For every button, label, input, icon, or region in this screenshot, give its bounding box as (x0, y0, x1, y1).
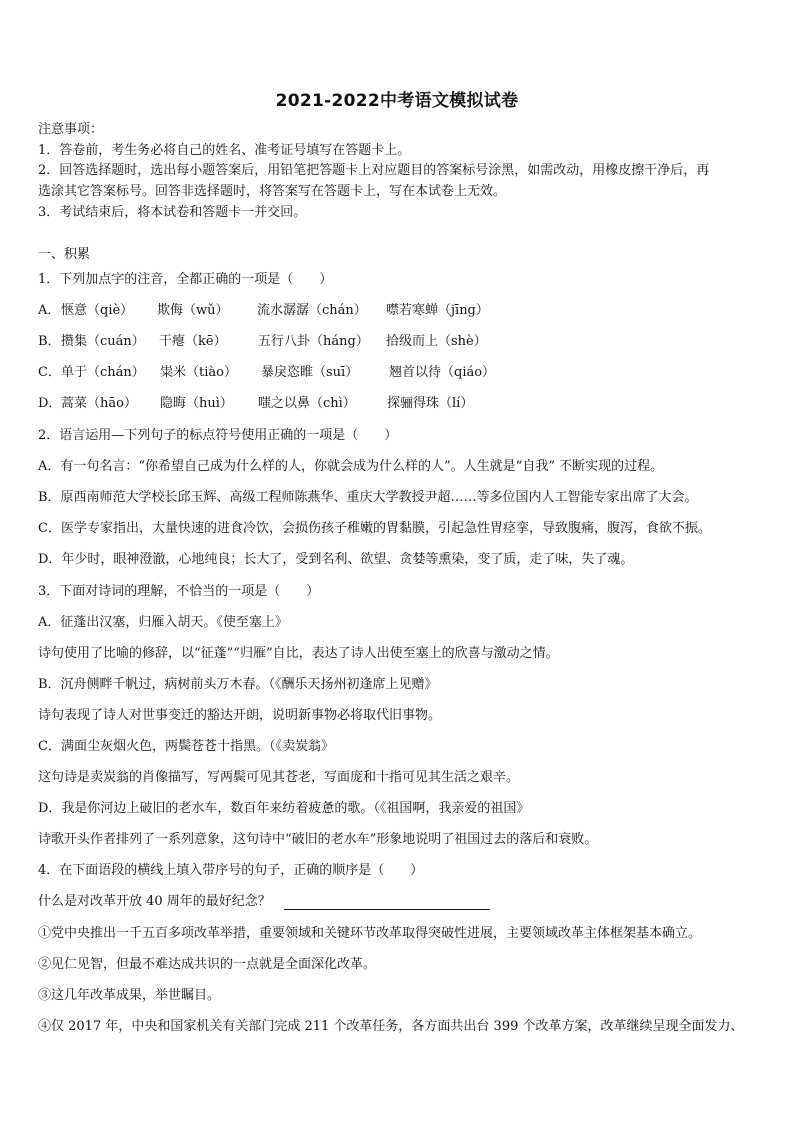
q2-option-d: D．年少时，眼神澄澈，心地纯良；长大了，受到名利、欲望、贪婪等熏染，变了质，走了味，失了魂。 (38, 552, 634, 567)
q4-item-4: ④仅 2017 年，中央和国家机关有关部门完成 211 个改革任务，各方面共出台 399 个改革方案，改革继续呈现全面发力、 (38, 1019, 744, 1034)
q2-option-b: B．原西南师范大学校长邱玉辉、高级工程师陈燕华、重庆大学教授尹超……等多位国内人工智能专家出席了大会。 (38, 490, 698, 505)
q3-stem: 3．下面对诗词的理解，不恰当的一项是（ ） (38, 584, 320, 599)
option-word: 粜米（tiào） (160, 365, 237, 380)
q3-option-b-explanation: 诗句表现了诗人对世事变迁的豁达开朗，说明新事物必将取代旧事物。 (38, 708, 442, 723)
q4-question: 什么是对改革开放 40 周年的最好纪念？ (38, 894, 271, 909)
q4-item-2: ②见仁见智，但最不难达成共识的一点就是全面深化改革。 (38, 957, 377, 972)
option-word: 五行八卦（háng） (258, 334, 369, 349)
exam-title: 2021-2022中考语文模拟试卷 (275, 91, 519, 111)
q3-option-c-explanation: 这句诗是卖炭翁的肖像描写，写两鬓可见其苍老，写面庞和十指可见其生活之艰辛。 (38, 770, 520, 785)
option-word: 欺侮（wǔ） (157, 303, 229, 318)
option-word: 惬意（qiè） (61, 303, 134, 318)
option-label: C． (38, 365, 61, 380)
answer-blank-line (284, 909, 490, 910)
option-word: 流水潺潺（chán） (257, 303, 367, 318)
q3-option-b: B．沉舟侧畔千帆过，病树前头万木春。（《酬乐天扬州初逢席上见赠》 (38, 677, 438, 692)
option-word: 翘首以待（qiáo） (389, 365, 496, 380)
q4-item-3: ③这几年改革成果，举世瞩目。 (38, 988, 221, 1003)
option-word: 蒿菜（hāo） (61, 396, 137, 411)
q4-item-1: ①党中央推出一千五百多项改革举措，重要领域和关键环节改革取得突破性进展，主要领域改革主体框架基本确立。 (38, 926, 702, 941)
notice-item-2: 2．回答选择题时，选出每小题答案后，用铅笔把答题卡上对应题目的答案标号涂黑，如需改动，用橡皮擦干净后，再 (38, 163, 710, 178)
q3-option-a-explanation: 诗句使用了比喻的修辞，以“征蓬”“归雁”自比，表达了诗人出使至塞上的欣喜与激动之情。 (38, 646, 559, 661)
option-word: 暴戾恣睢（suī） (261, 365, 359, 380)
option-word: 噤若寒蝉（jīng） (386, 303, 489, 318)
option-word: 攒集（cuán） (61, 334, 145, 349)
option-word: 单于（chán） (61, 365, 145, 380)
option-word: 探骊得珠（lí） (387, 396, 474, 411)
q3-option-d-explanation: 诗歌开头作者排列了一系列意象，这句诗中“破旧的老水车”形象地说明了祖国过去的落后和衰败。 (38, 832, 598, 847)
notice-item-1: 1．答卷前，考生务必将自己的姓名、准考证号填写在答题卡上。 (38, 143, 411, 158)
option-word: 拾级而上（shè） (386, 334, 487, 349)
option-word: 干瘪（kē） (159, 334, 227, 349)
q3-option-a: A．征蓬出汉塞，归雁入胡天。《使至塞上》 (38, 615, 288, 630)
notice-item-3: 3．考试结束后，将本试卷和答题卡一并交回。 (38, 205, 307, 220)
q2-stem: 2．语言运用—下列句子的标点符号使用正确的一项是（ ） (38, 428, 398, 443)
q2-option-c: C．医学专家指出，大量快速的进食冷饮，会损伤孩子稚嫩的胃黏膜，引起急性胃痉挛，导致腹痛，腹泻，食欲不振。 (38, 521, 711, 536)
q4-stem: 4．在下面语段的横线上填入带序号的句子，正确的顺序是（ ） (38, 863, 424, 878)
option-label: A． (38, 303, 61, 318)
q3-option-d: D．我是你河边上破旧的老水车，数百年来纺着疲惫的歌。（《祖国啊，我亲爱的祖国》 (38, 801, 530, 816)
option-label: D． (38, 396, 62, 411)
option-word: 隐晦（huì） (160, 396, 233, 411)
q1-stem: 1．下列加点字的注音，全都正确的一项是（ ） (38, 272, 333, 287)
q2-option-a: A．有一句名言：“你希望自己成为什么样的人，你就会成为什么样的人”。人生就是“自我” 不断实现的过程。 (38, 459, 664, 474)
section-heading: 一、积累 (38, 247, 91, 262)
notice-heading: 注意事项： (38, 122, 104, 137)
notice-item-2-cont: 选涂其它答案标号。回答非选择题时，将答案写在答题卡上，写在本试卷上无效。 (38, 184, 507, 199)
option-label: B． (38, 334, 61, 349)
q3-option-c: C．满面尘灰烟火色，两鬓苍苍十指黑。（《卖炭翁》 (38, 739, 334, 754)
option-word: 嗤之以鼻（chì） (258, 396, 356, 411)
